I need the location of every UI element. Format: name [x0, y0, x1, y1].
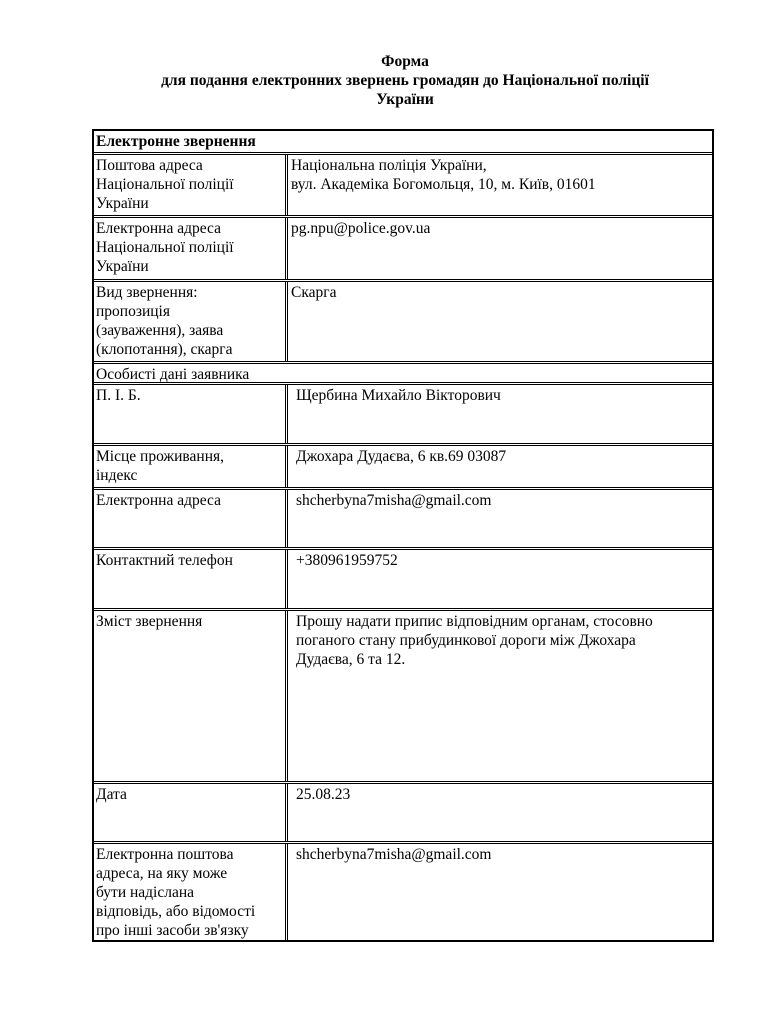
postal-address-label: Поштова адреса Національної поліції України: [94, 155, 288, 215]
date-label: Дата: [94, 784, 288, 841]
row-date: [94, 781, 712, 841]
full-name-value: Щербина Михайло Вікторович: [296, 387, 501, 404]
row-applicant-email: [94, 487, 712, 547]
title-line-2: для подання електронних звернень громадян до Національної поліції: [161, 72, 649, 89]
row-postal-address: [94, 152, 712, 215]
content-label: Зміст звернення: [94, 611, 288, 781]
row-reply-email: [94, 841, 712, 940]
personal-section-heading: Особисті дані заявника: [96, 366, 250, 383]
phone-label: Контактний телефон: [94, 550, 288, 608]
police-email-label: Електронна адреса Національної поліції України: [94, 218, 288, 279]
appeal-type-value: Скарга: [291, 284, 337, 301]
row-appeal-type: [94, 279, 712, 361]
row-police-email: [94, 215, 712, 279]
police-email-value[interactable]: pg.npu@police.gov.ua: [291, 220, 431, 237]
title-line-3: України: [376, 91, 434, 108]
full-name-label: П. І. Б.: [94, 385, 288, 443]
appeal-type-label: Вид звернення: пропозиція (зауваження), заява (клопотання), скарга: [94, 282, 288, 361]
residence-value: Джохара Дудаєва, 6 кв.69 03087: [296, 448, 507, 465]
applicant-email-value[interactable]: shcherbyna7misha@gmail.com: [296, 492, 492, 509]
reply-email-value[interactable]: shcherbyna7misha@gmail.com: [296, 846, 492, 863]
date-value: 25.08.23: [296, 786, 351, 803]
reply-email-label: Електронна поштова адреса, на яку може бути надіслана відповідь, або відомості про інші засоби зв'язку: [94, 844, 288, 940]
form-heading: Електронне звернення: [96, 133, 256, 150]
phone-value: +380961959752: [296, 552, 398, 569]
title-line-1: Форма: [381, 53, 429, 70]
postal-address-value: Національна поліція України, вул. Академіка Богомольця, 10, м. Київ, 01601: [291, 157, 596, 193]
row-residence: [94, 443, 712, 487]
row-content: [94, 608, 712, 781]
row-phone: [94, 547, 712, 608]
content-value: Прошу надати припис відповідним органам, стосовно поганого стану прибудинкової дороги між Джохара Дудаєва, 6 та 12.: [296, 613, 653, 668]
applicant-email-label: Електронна адреса: [94, 490, 288, 547]
appeal-form-table: [92, 129, 714, 942]
row-full-name: [94, 382, 712, 443]
residence-label: Місце проживання, індекс: [94, 446, 288, 487]
form-title: [0, 52, 768, 109]
